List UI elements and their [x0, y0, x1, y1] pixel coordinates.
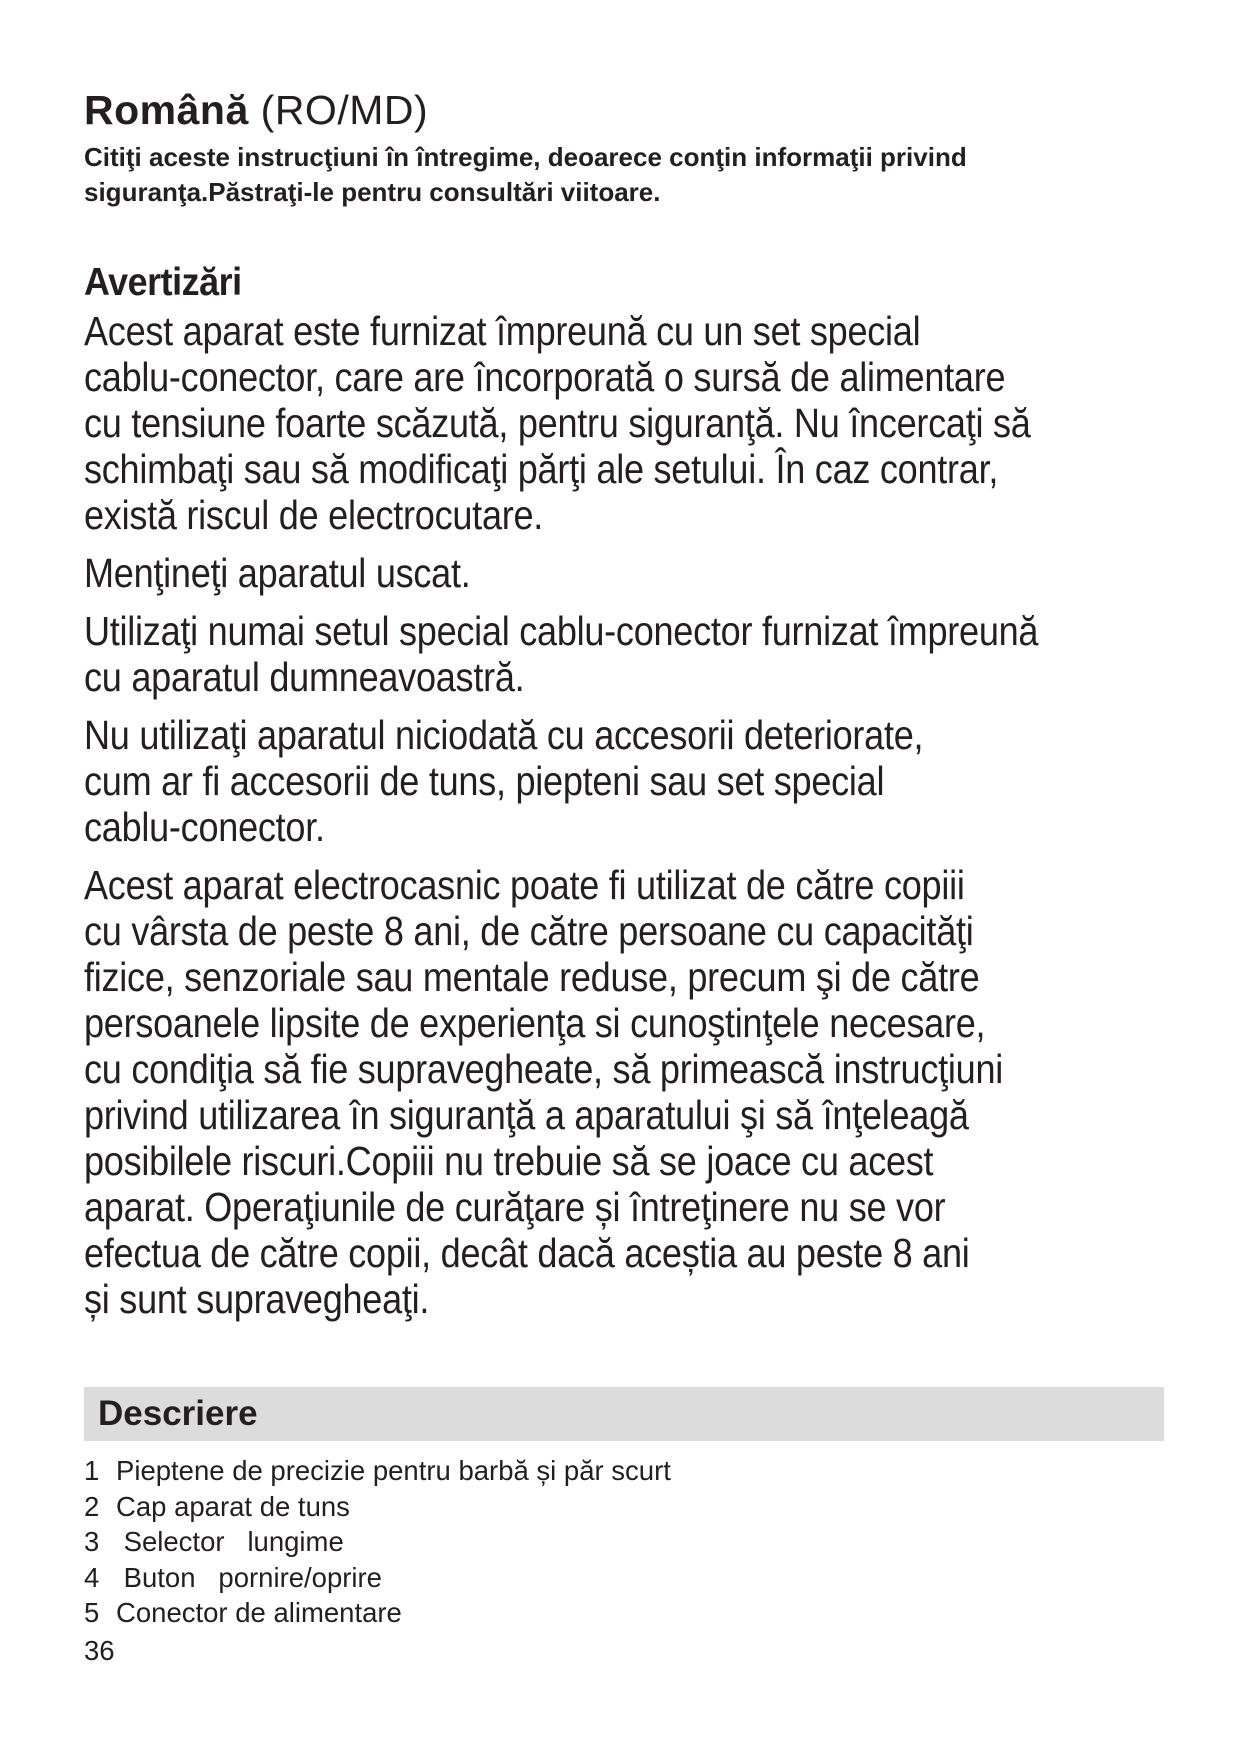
- list-item: [84, 1489, 671, 1525]
- part-number: 3: [84, 1526, 100, 1557]
- list-item: [84, 1595, 671, 1631]
- page-number: 36: [84, 1635, 115, 1666]
- part-label: Pieptene de precizie pentru barbă și păr scurt: [116, 1455, 671, 1486]
- part-label: Conector de alimentare: [116, 1597, 402, 1628]
- part-label: Buton pornire/oprire: [116, 1561, 382, 1593]
- warnings-list: [84, 308, 1122, 1322]
- language-region: (RO/MD): [260, 87, 429, 133]
- description-heading: Descriere: [98, 1394, 258, 1433]
- warning-paragraph: Acest aparat electrocasnic poate fi utilizat de către copiii cu vârsta de peste 8 ani, de către persoane cu capacităţi fizice, senzoriale sau mentale reduse, precum şi de către persoanele lipsite de experienţa si cunoştinţele necesare, cu condiţia să fie supravegheate, să primească instrucţiuni privind utilizarea în siguranţă a aparatului şi să înţeleagă posibilele riscuri.Copiii nu trebuie să se joace cu acest aparat. Operaţiunile de curăţare și întreţinere nu se vor efectua de către copii, decât dacă aceștia au peste 8 ani și sunt supravegheaţi.: [84, 862, 1004, 1322]
- intro-note: Citiţi aceste instrucţiuni în întregime, deoarece conţin informaţii privind siguranţa.Păstraţi-le pentru consultări viitoare.: [84, 142, 967, 207]
- language-name: Română: [84, 87, 249, 133]
- part-number: 1: [84, 1455, 100, 1486]
- warning-paragraph: Utilizaţi numai setul special cablu-conector furnizat împreună cu aparatul dumneavoastră.: [84, 608, 1039, 700]
- part-number: 4: [84, 1561, 100, 1593]
- list-item: [84, 1560, 671, 1596]
- part-label: Selector lungime: [116, 1526, 344, 1557]
- part-number: 2: [84, 1490, 100, 1522]
- part-number: 5: [84, 1597, 100, 1628]
- part-label: Cap aparat de tuns: [116, 1490, 350, 1522]
- warning-paragraph: Menţineţi aparatul uscat.: [84, 550, 471, 596]
- description-section-bar: [84, 1387, 1164, 1441]
- warning-paragraph: Nu utilizaţi aparatul niciodată cu accesorii deteriorate, cum ar fi accesorii de tuns, piepteni sau set special cablu-conector.: [84, 712, 924, 850]
- warning-paragraph: Acest aparat este furnizat împreună cu un set special cablu-conector, care are încorporată o sursă de alimentare cu tensiune foarte scăzută, pentru siguranţă. Nu încercaţi să schimbaţi sau să modificaţi părţi ale setului. În caz contrar, există riscul de electrocutare.: [84, 308, 1031, 538]
- warnings-heading: Avertizări: [84, 261, 242, 304]
- page-title: [84, 84, 1164, 136]
- list-item: [84, 1524, 671, 1560]
- parts-list: [84, 1453, 671, 1631]
- list-item: [84, 1453, 671, 1489]
- manual-page: [84, 84, 1164, 1322]
